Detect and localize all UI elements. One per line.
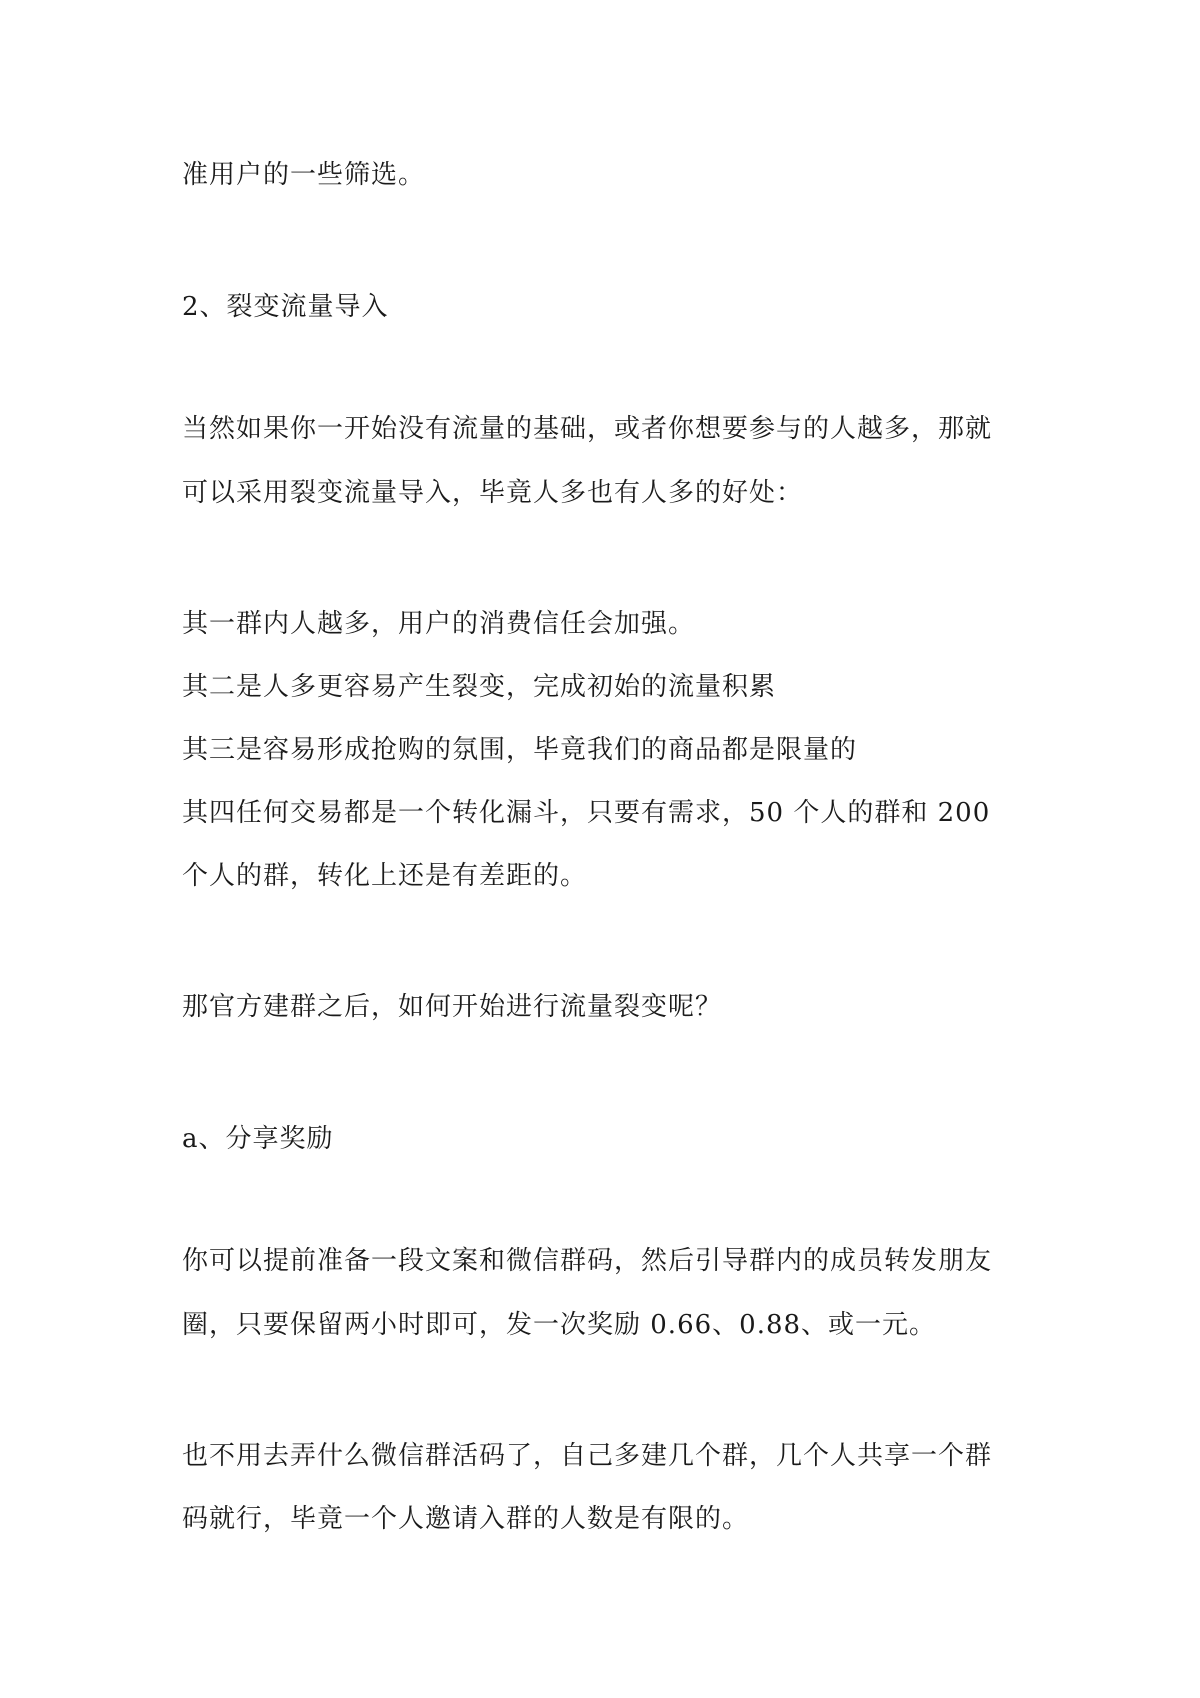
subsection-heading-a: a、分享奖励 — [182, 1124, 334, 1154]
paragraph-line-13: 圈，只要保留两小时即可，发一次奖励 0.66、0.88、或一元。 — [182, 1310, 937, 1340]
section-heading-2: 2、裂变流量导入 — [182, 292, 389, 322]
list-item-4-continued: 个人的群，转化上还是有差距的。 — [182, 861, 588, 891]
paragraph-line-3: 当然如果你一开始没有流量的基础，或者你想要参与的人越多，那就 — [182, 414, 993, 444]
list-item-4: 其四任何交易都是一个转化漏斗，只要有需求，50 个人的群和 200 — [182, 798, 991, 828]
list-item-1: 其一群内人越多，用户的消费信任会加强。 — [182, 609, 696, 639]
paragraph-line-1: 准用户的一些筛选。 — [182, 160, 426, 190]
paragraph-line-14: 也不用去弄什么微信群活码了，自己多建几个群，几个人共享一个群 — [182, 1441, 993, 1471]
question-line: 那官方建群之后，如何开始进行流量裂变呢？ — [182, 992, 723, 1022]
paragraph-line-15: 码就行，毕竟一个人邀请入群的人数是有限的。 — [182, 1504, 750, 1534]
paragraph-line-4: 可以采用裂变流量导入，毕竟人多也有人多的好处： — [182, 478, 804, 508]
list-item-2: 其二是人多更容易产生裂变，完成初始的流量积累 — [182, 672, 777, 702]
paragraph-line-12: 你可以提前准备一段文案和微信群码，然后引导群内的成员转发朋友 — [182, 1246, 993, 1276]
list-item-3: 其三是容易形成抢购的氛围，毕竟我们的商品都是限量的 — [182, 735, 858, 765]
